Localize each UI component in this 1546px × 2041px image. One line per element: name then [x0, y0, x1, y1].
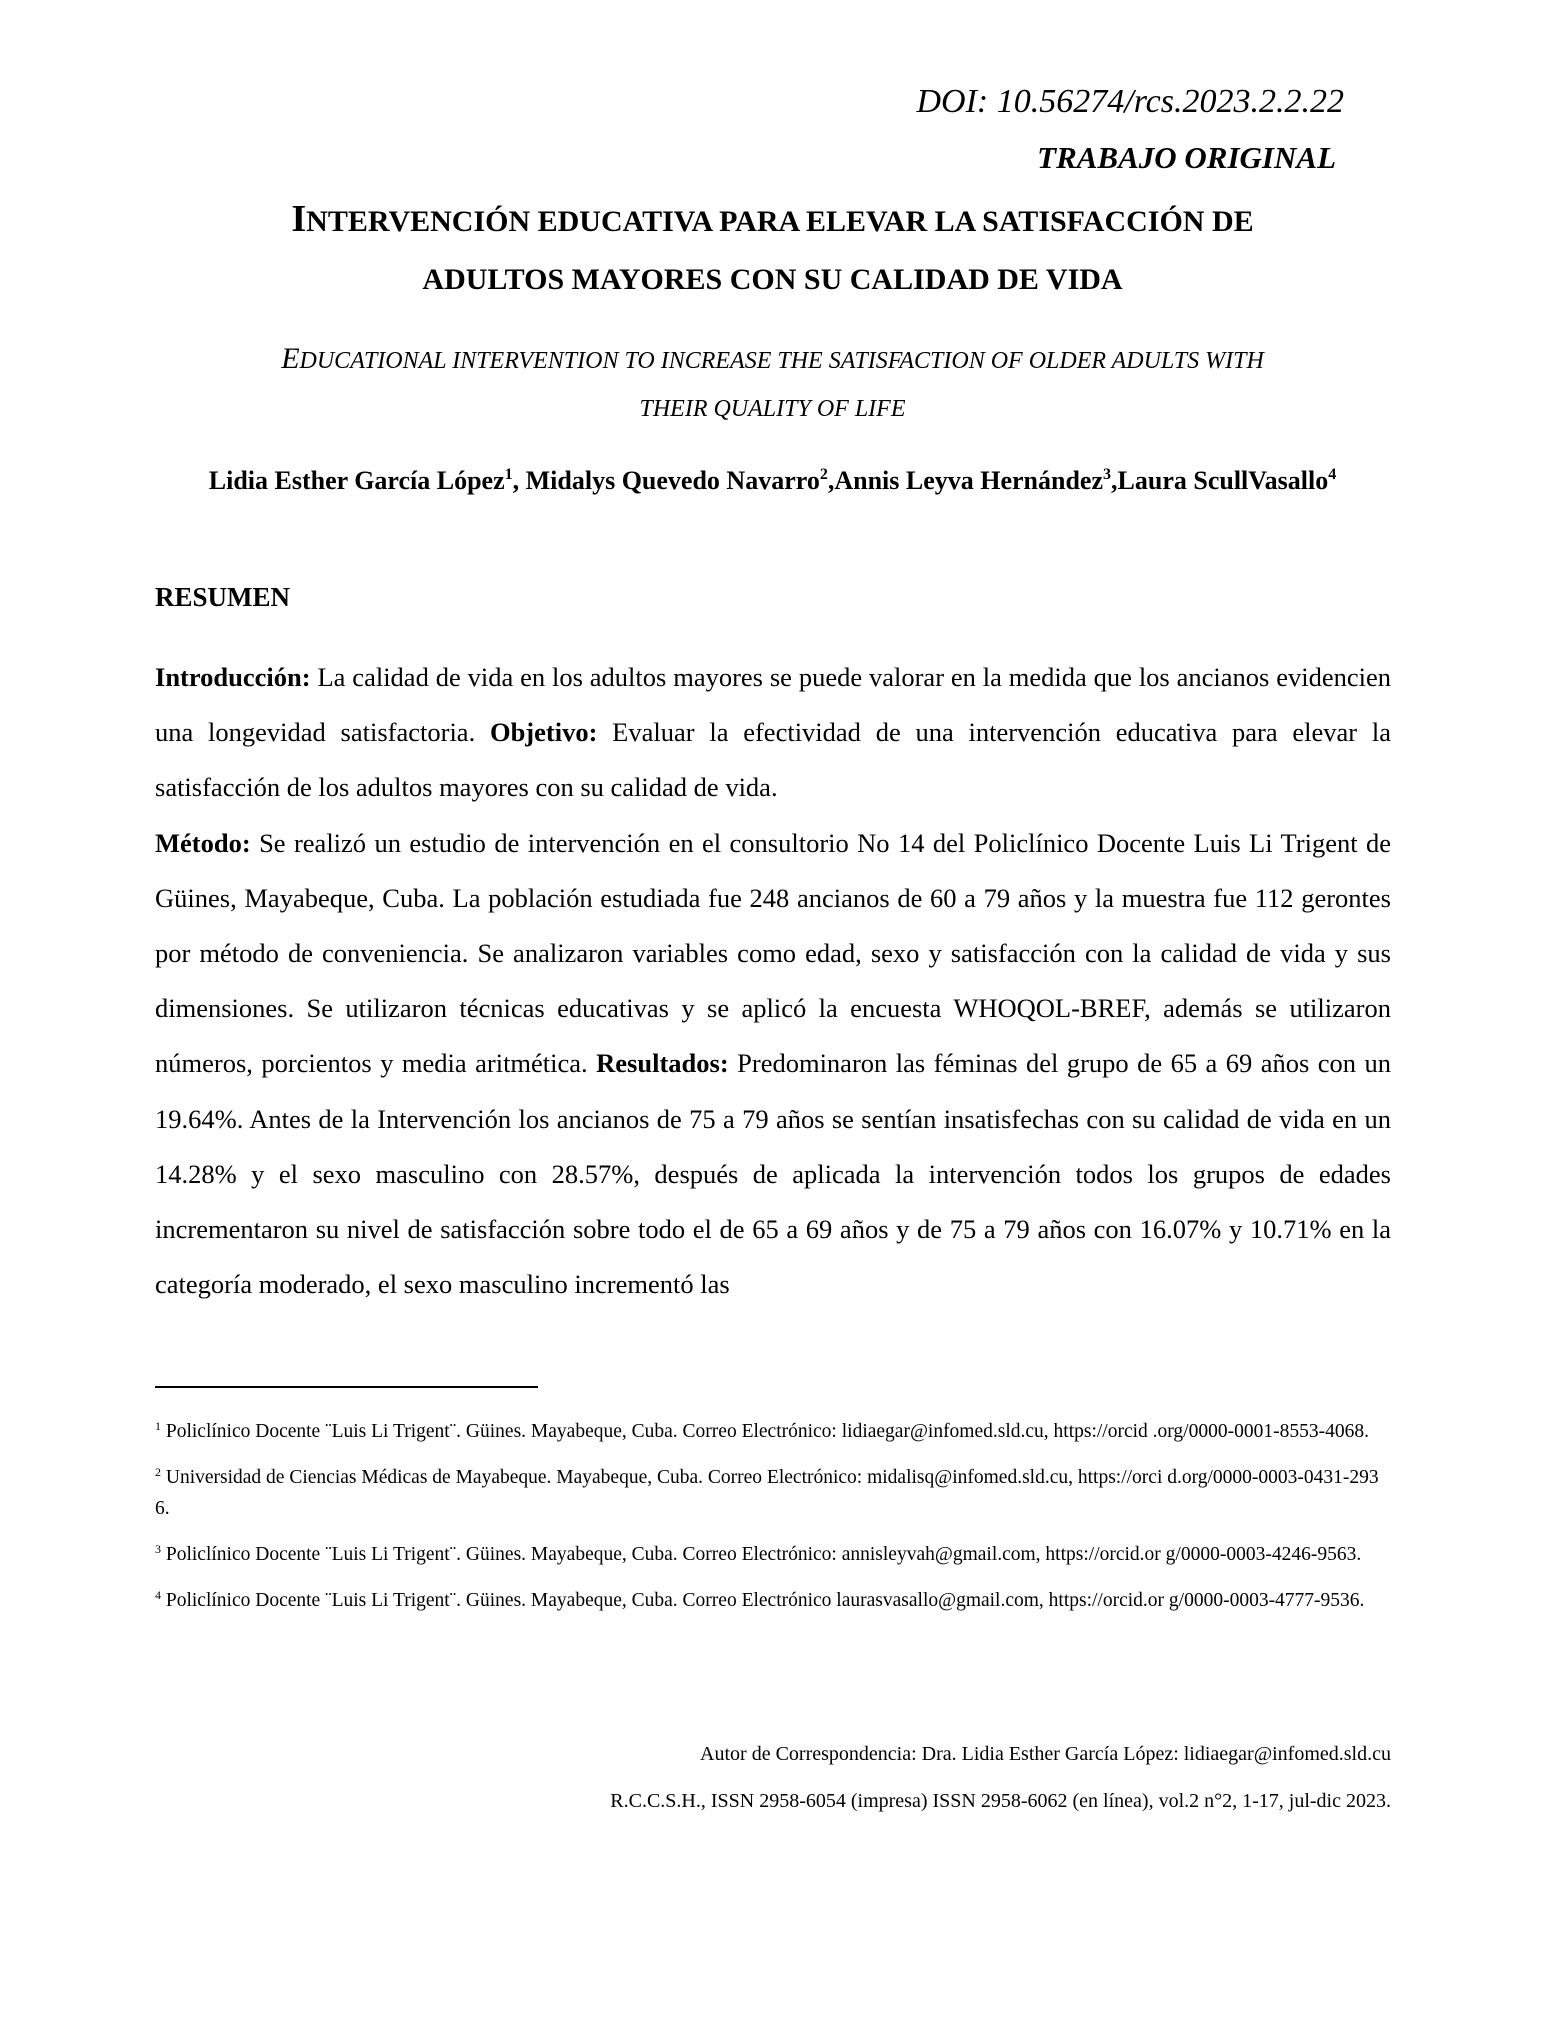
footnote-text: Universidad de Ciencias Médicas de Mayabeque. Mayabeque, Cuba. Correo Electrónico: midalisq@infomed.sld.cu, https://orci d.org/0000-0003-0431-2936.: [155, 1467, 1379, 1519]
author-separator: ,: [1111, 466, 1118, 495]
title-english-line-2: THEIR QUALITY OF LIFE: [639, 396, 906, 422]
footnote-number: 2: [155, 1465, 161, 1479]
article-type-label: TRABAJO ORIGINAL: [1037, 140, 1336, 175]
footnote-separator: [155, 1386, 538, 1388]
footnote-text: Policlínico Docente ¨Luis Li Trigent¨. Güines. Mayabeque, Cuba. Correo Electrónico laurasvasallo@gmail.com, https://orcid.or g/0000-0003-4777-9536.: [161, 1590, 1365, 1611]
method-label: Método:: [155, 827, 251, 858]
journal-citation: R.C.C.S.H., ISSN 2958-6054 (impresa) ISSN 2958-6062 (en línea), vol.2 n°2, 1-17, jul-dic 2023.: [610, 1790, 1391, 1812]
author-name: Laura ScullVasallo: [1117, 466, 1329, 495]
footnote-text: Policlínico Docente ¨Luis Li Trigent¨. Güines. Mayabeque, Cuba. Correo Electrónico: annisleyvah@gmail.com, https://orcid.or g/0000-0003-4246-9563.: [161, 1544, 1362, 1565]
doi-label: DOI: 10.56274/rcs.2023.2.2.22: [916, 83, 1344, 120]
method-text: Se realizó un estudio de intervención en el consultorio No 14 del Policlínico Docente Luis Li Trigent de Güines, Mayabeque, Cuba. La población estudiada fue 248 ancianos de 60 a 79 años y la muestra fue 112 gerontes por método de conveniencia. Se analizaron variables como edad, sexo y satisfacción con la calidad de vida y sus dimensiones. Se utilizaron técnicas educativas y se aplicó la encuesta WHOQOL-BREF, además se utilizaron números, porcientos y media aritmética.: [155, 827, 1391, 1079]
title-spanish-line-1: [155, 190, 1390, 251]
title-english-initial: E: [281, 342, 300, 375]
abstract-paragraph-1: [155, 650, 1391, 816]
footnote-text: Policlínico Docente ¨Luis Li Trigent¨. Güines. Mayabeque, Cuba. Correo Electrónico: lidiaegar@infomed.sld.cu, https://orcid .org/0000-0001-8553-4068.: [161, 1421, 1369, 1442]
abstract-heading: RESUMEN: [155, 582, 291, 612]
footnote-number: 4: [155, 1588, 161, 1602]
abstract-body: [155, 650, 1391, 1312]
title-english-line-1-text: DUCATIONAL INTERVENTION TO INCREASE THE SATISFACTION OF OLDER ADULTS WITH: [299, 348, 1264, 374]
author-list: [155, 460, 1390, 502]
footnote-4: [155, 1585, 1391, 1616]
intro-text: La calidad de vida en los adultos mayores se puede valorar en la medida que los ancianos evidencien una longevidad satisfactoria.: [155, 662, 1391, 748]
title-english-line-1: [155, 335, 1390, 385]
footnote-3: [155, 1539, 1391, 1570]
footnote-2: [155, 1462, 1391, 1524]
objective-label: Objetivo:: [489, 717, 598, 748]
author-affiliation-marker: 2: [819, 466, 828, 483]
footnotes: [155, 1416, 1391, 1631]
title-spanish-line-1-text: NTERVENCIÓN EDUCATIVA PARA ELEVAR LA SATISFACCIÓN DE: [306, 205, 1254, 238]
footnote-number: 1: [155, 1419, 161, 1433]
author-affiliation-marker: 3: [1103, 466, 1112, 483]
abstract-paragraph-2: [155, 816, 1391, 1313]
title-spanish-initial: I: [291, 198, 307, 240]
author-separator: ,: [512, 466, 526, 495]
objective-text: Evaluar la efectividad de una intervención educativa para elevar la satisfacción de los adultos mayores con su calidad de vida.: [155, 717, 1391, 803]
corresponding-author: Autor de Correspondencia: Dra. Lidia Esther García López: lidiaegar@infomed.sld.cu: [700, 1743, 1391, 1765]
footnote-number: 3: [155, 1542, 161, 1556]
footnote-1: [155, 1416, 1391, 1447]
author-separator: ,: [827, 466, 835, 495]
author-name: Midalys Quevedo Navarro: [525, 466, 820, 495]
author-name: Annis Leyva Hernández: [834, 466, 1104, 495]
intro-label: Introducción:: [155, 662, 311, 692]
results-text: Predominaron las féminas del grupo de 65 a 69 años con un 19.64%. Antes de la Intervención los ancianos de 75 a 79 años se sentían insatisfechas con su calidad de vida en un 14.28% y el sexo masculino con 28.57%, después de aplicada la intervención todos los grupos de edades incrementaron su nivel de satisfacción sobre todo el de 65 a 69 años y de 75 a 79 años con 16.07% y 10.71% en la categoría moderado, el sexo masculino incrementó las: [155, 1048, 1391, 1300]
author-affiliation-marker: 1: [504, 466, 513, 483]
author-affiliation-marker: 4: [1328, 466, 1337, 483]
author-name: Lidia Esther García López: [208, 466, 505, 495]
title-english: [155, 335, 1390, 433]
results-label: Resultados:: [596, 1048, 729, 1079]
title-spanish-line-2: ADULTOS MAYORES CON SU CALIDAD DE VIDA: [422, 263, 1123, 296]
title-spanish: [155, 190, 1390, 309]
